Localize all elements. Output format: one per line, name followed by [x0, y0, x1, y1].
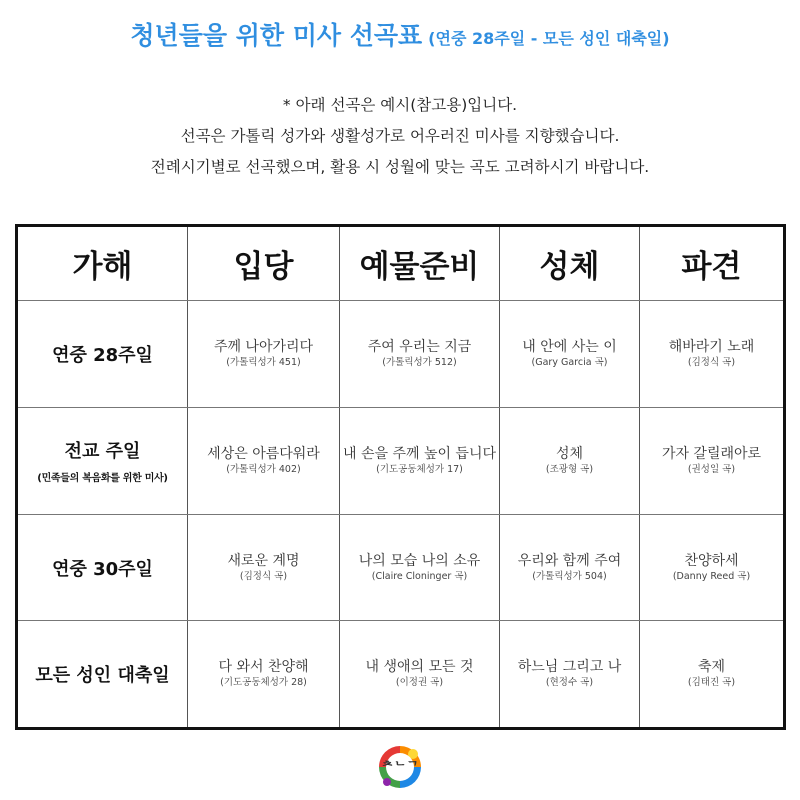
song-cell — [340, 408, 500, 515]
page-subtitle: (연중 28주일 - 모든 성인 대축일) — [428, 29, 670, 48]
song-title: 찬양하세 — [684, 552, 739, 569]
row-label-cell — [17, 621, 188, 729]
logo-icon — [369, 742, 431, 790]
song-cell — [500, 301, 640, 408]
header-recessional: 파견 — [640, 226, 785, 301]
table-row — [17, 621, 785, 729]
song-table — [15, 224, 786, 730]
song-title: 성체 — [555, 445, 584, 462]
song-title: 내 안에 사는 이 — [522, 339, 617, 356]
song-cell — [188, 514, 340, 621]
song-source: (Gary Garcia 곡) — [531, 357, 608, 369]
row-label-cell — [17, 408, 188, 515]
row-label-note: (민족들의 복음화를 위한 미사) — [37, 473, 168, 485]
song-title: 내 손을 주께 높이 듭니다 — [342, 445, 497, 462]
intro-line: 전례시기별로 선곡했으며, 활용 시 성월에 맞는 곡도 고려하시기 바랍니다. — [150, 158, 650, 176]
song-cell — [340, 514, 500, 621]
song-cell — [640, 514, 785, 621]
song-source: (김정식 곡) — [687, 357, 736, 369]
song-source: (Claire Cloninger 곡) — [371, 570, 468, 582]
header-entrance: 입당 — [188, 226, 340, 301]
table-row — [17, 408, 785, 515]
song-source: (권성일 곡) — [687, 463, 736, 475]
song-source: (현정수 곡) — [545, 677, 594, 689]
song-title: 하느님 그리고 나 — [517, 659, 622, 676]
song-cell — [500, 408, 640, 515]
song-cell — [188, 408, 340, 515]
song-source: (가톨릭성가 402) — [226, 463, 301, 475]
song-source: (이정권 곡) — [395, 677, 444, 689]
song-source: (기도공동체성가 17) — [376, 463, 463, 475]
page-title-block — [0, 16, 800, 52]
song-cell — [640, 408, 785, 515]
row-label: 연중 28주일 — [52, 345, 153, 367]
intro-line: 선곡은 가톨릭 성가와 생활성가로 어우러진 미사를 지향했습니다. — [180, 127, 620, 145]
song-title: 주여 우리는 지금 — [367, 339, 472, 356]
song-cell — [640, 621, 785, 729]
song-title: 나의 모습 나의 소유 — [358, 552, 481, 569]
song-title: 우리와 함께 주여 — [517, 552, 622, 569]
header-season: 가해 — [17, 226, 188, 301]
song-title: 세상은 아름다워라 — [207, 445, 320, 462]
song-cell — [500, 514, 640, 621]
song-cell — [188, 621, 340, 729]
intro-line: * 아래 선곡은 예시(참고용)입니다. — [282, 96, 518, 114]
table-row — [17, 514, 785, 621]
song-source: (가톨릭성가 512) — [382, 357, 457, 369]
row-label: 연중 30주일 — [52, 558, 153, 580]
row-label: 모든 성인 대축일 — [35, 665, 170, 687]
table-row — [17, 301, 785, 408]
row-label: 전교 주일 — [64, 441, 141, 463]
song-source: (조광형 곡) — [545, 463, 594, 475]
song-cell — [640, 301, 785, 408]
intro-text — [0, 90, 800, 183]
song-title: 내 생애의 모든 것 — [365, 659, 474, 676]
song-title: 새로운 계명 — [227, 552, 300, 569]
song-source: (김정식 곡) — [239, 570, 288, 582]
song-cell — [340, 621, 500, 729]
song-cell — [340, 301, 500, 408]
song-source: (김태진 곡) — [687, 677, 736, 689]
table-header-row — [17, 226, 785, 301]
song-cell — [500, 621, 640, 729]
logo-text: ᄎᄂᄀ — [381, 761, 419, 776]
song-title: 해바라기 노래 — [668, 339, 755, 356]
song-title: 가자 갈릴래아로 — [661, 445, 762, 462]
song-source: (가톨릭성가 504) — [532, 570, 607, 582]
song-title: 축제 — [697, 659, 726, 676]
song-source: (Danny Reed 곡) — [672, 570, 751, 582]
song-source: (가톨릭성가 451) — [226, 357, 301, 369]
header-offertory: 예물준비 — [340, 226, 500, 301]
song-title: 주께 나아가리다 — [213, 339, 314, 356]
song-source: (기도공동체성가 28) — [220, 677, 307, 689]
row-label-cell — [17, 514, 188, 621]
row-label-cell — [17, 301, 188, 408]
header-communion: 성체 — [500, 226, 640, 301]
song-title: 다 와서 찬양해 — [218, 659, 309, 676]
song-cell — [188, 301, 340, 408]
page-title: 청년들을 위한 미사 선곡표 — [130, 21, 423, 50]
